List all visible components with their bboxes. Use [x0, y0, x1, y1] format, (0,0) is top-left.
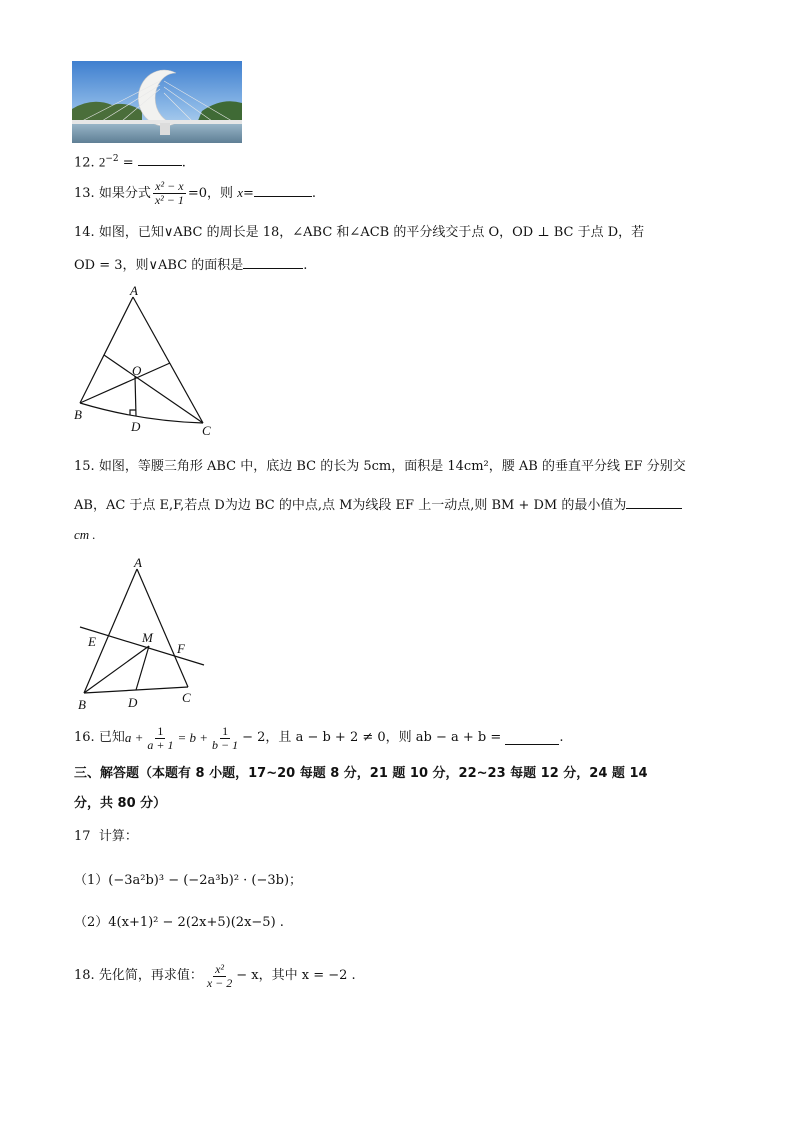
question-12-equals: =	[118, 155, 134, 171]
question-18-tail: − x，其中 x = −2 .	[236, 968, 356, 983]
question-15-text-2: AB，AC 于点 E,F,若点 D为边 BC 的中点,点 M为线段 EF 上一动点,则 BM + DM 的最小值为	[74, 498, 627, 513]
question-14-number: 14.	[74, 225, 95, 240]
section-3-text-1: 三、解答题（本题有 8 小题，17~20 每题 8 分，21 题 10 分，22~23 每题 12 分，24 题 14	[74, 766, 648, 781]
label-o: O	[132, 363, 142, 378]
question-13-var: x	[237, 185, 243, 200]
label-a: A	[134, 555, 142, 570]
question-16-fraction-2-den: b − 1	[212, 737, 239, 752]
label-c: C	[182, 690, 191, 705]
label-f: F	[177, 641, 185, 656]
segment-dm	[136, 646, 149, 690]
question-16-fraction-1	[145, 725, 175, 752]
question-14-line-2	[74, 256, 307, 275]
question-17-part-2-text: （2）4(x+1)² − 2(2x+5)(2x−5) .	[74, 915, 284, 930]
question-18-fraction	[205, 963, 234, 990]
question-17-text: 计算：	[98, 829, 138, 844]
question-16-prefix: 已知	[98, 730, 125, 745]
question-14-line-1	[74, 224, 644, 242]
question-12-end: .	[181, 155, 186, 171]
answer-blank-14	[243, 256, 303, 269]
question-13	[74, 180, 316, 207]
question-13-numerator: x² − x	[155, 179, 184, 193]
label-c: C	[202, 423, 211, 438]
side-ac	[133, 297, 203, 423]
answer-blank-16	[505, 732, 559, 745]
question-13-denominator: x² − 1	[154, 193, 184, 207]
question-18	[74, 956, 356, 996]
triangle-figure-15	[74, 552, 214, 712]
question-15-text-3: cm .	[74, 527, 96, 542]
question-17-title	[74, 828, 138, 846]
question-13-mid2: =	[242, 186, 254, 201]
label-m: M	[142, 630, 153, 645]
question-16-fraction-2	[210, 725, 240, 752]
question-12-number: 12.	[74, 155, 95, 171]
question-17-part-2	[74, 914, 284, 932]
question-16-fraction-1-num: 1	[157, 723, 164, 738]
question-14-text-1: 如图，已知∨ABC 的周长是 18，∠ABC 和∠ACB 的平分线交于点 O，OD ⊥ BC 于点 D，若	[98, 225, 645, 240]
label-b: B	[78, 697, 86, 712]
question-16-fraction-2-num: 1	[222, 723, 229, 738]
label-a: A	[130, 286, 138, 298]
question-13-fraction	[153, 180, 186, 207]
question-16-end: .	[559, 730, 564, 745]
triangle-figure-14	[70, 286, 220, 438]
label-d: D	[131, 419, 141, 434]
label-b: B	[74, 407, 82, 422]
answer-blank-12	[138, 153, 182, 166]
question-13-prefix: 如果分式	[98, 186, 151, 201]
question-14-end: .	[303, 258, 308, 273]
question-15-number: 15.	[74, 459, 95, 474]
side-ab	[80, 297, 133, 403]
question-18-denominator: x − 2	[206, 975, 233, 990]
question-15-line-1	[74, 458, 686, 476]
question-16-mid: = b +	[177, 730, 209, 745]
answer-blank-13	[254, 184, 312, 197]
question-18-number: 18.	[74, 968, 95, 983]
question-15-line-3	[74, 526, 96, 544]
section-3-heading-line-2	[74, 795, 166, 813]
question-12-exponent: −2	[105, 154, 119, 164]
section-3-heading-line-1	[74, 765, 648, 783]
label-e: E	[88, 634, 96, 649]
side-ac	[137, 569, 188, 687]
question-16-fraction-1-den: a + 1	[147, 737, 174, 752]
section-3-text-2: 分，共 80 分）	[74, 796, 167, 811]
question-16-a: a +	[124, 730, 144, 745]
question-16	[74, 720, 564, 756]
side-bc	[80, 403, 203, 423]
question-15-text-1: 如图，等腰三角形 ABC 中，底边 BC 的长为 5cm，面积是 14cm²，腰 AB 的垂直平分线 EF 分别交	[98, 459, 686, 474]
question-16-tail: − 2，且 a − b + 2 ≠ 0，则 ab − a + b =	[242, 730, 502, 745]
question-16-number: 16.	[74, 730, 95, 745]
answer-blank-15	[626, 496, 682, 509]
question-18-numerator: x²	[215, 961, 225, 976]
question-13-number: 13.	[74, 186, 95, 201]
question-14-text-2: OD = 3，则∨ABC 的面积是	[74, 258, 244, 273]
bridge-photo	[72, 61, 242, 143]
question-18-prefix: 先化简，再求值：	[98, 968, 203, 983]
question-13-end: .	[311, 186, 317, 201]
label-d: D	[128, 695, 138, 710]
question-17-part-1-text: （1）(−3a²b)³ − (−2a³b)² · (−3b)；	[74, 873, 303, 888]
right-angle-mark	[130, 410, 136, 415]
question-15-line-2	[74, 496, 682, 515]
question-13-mid: =0，则	[187, 186, 234, 201]
question-17-number: 17	[74, 829, 91, 844]
question-17-part-1	[74, 872, 302, 890]
question-12	[74, 150, 186, 172]
question-12-base: 2	[98, 154, 106, 170]
